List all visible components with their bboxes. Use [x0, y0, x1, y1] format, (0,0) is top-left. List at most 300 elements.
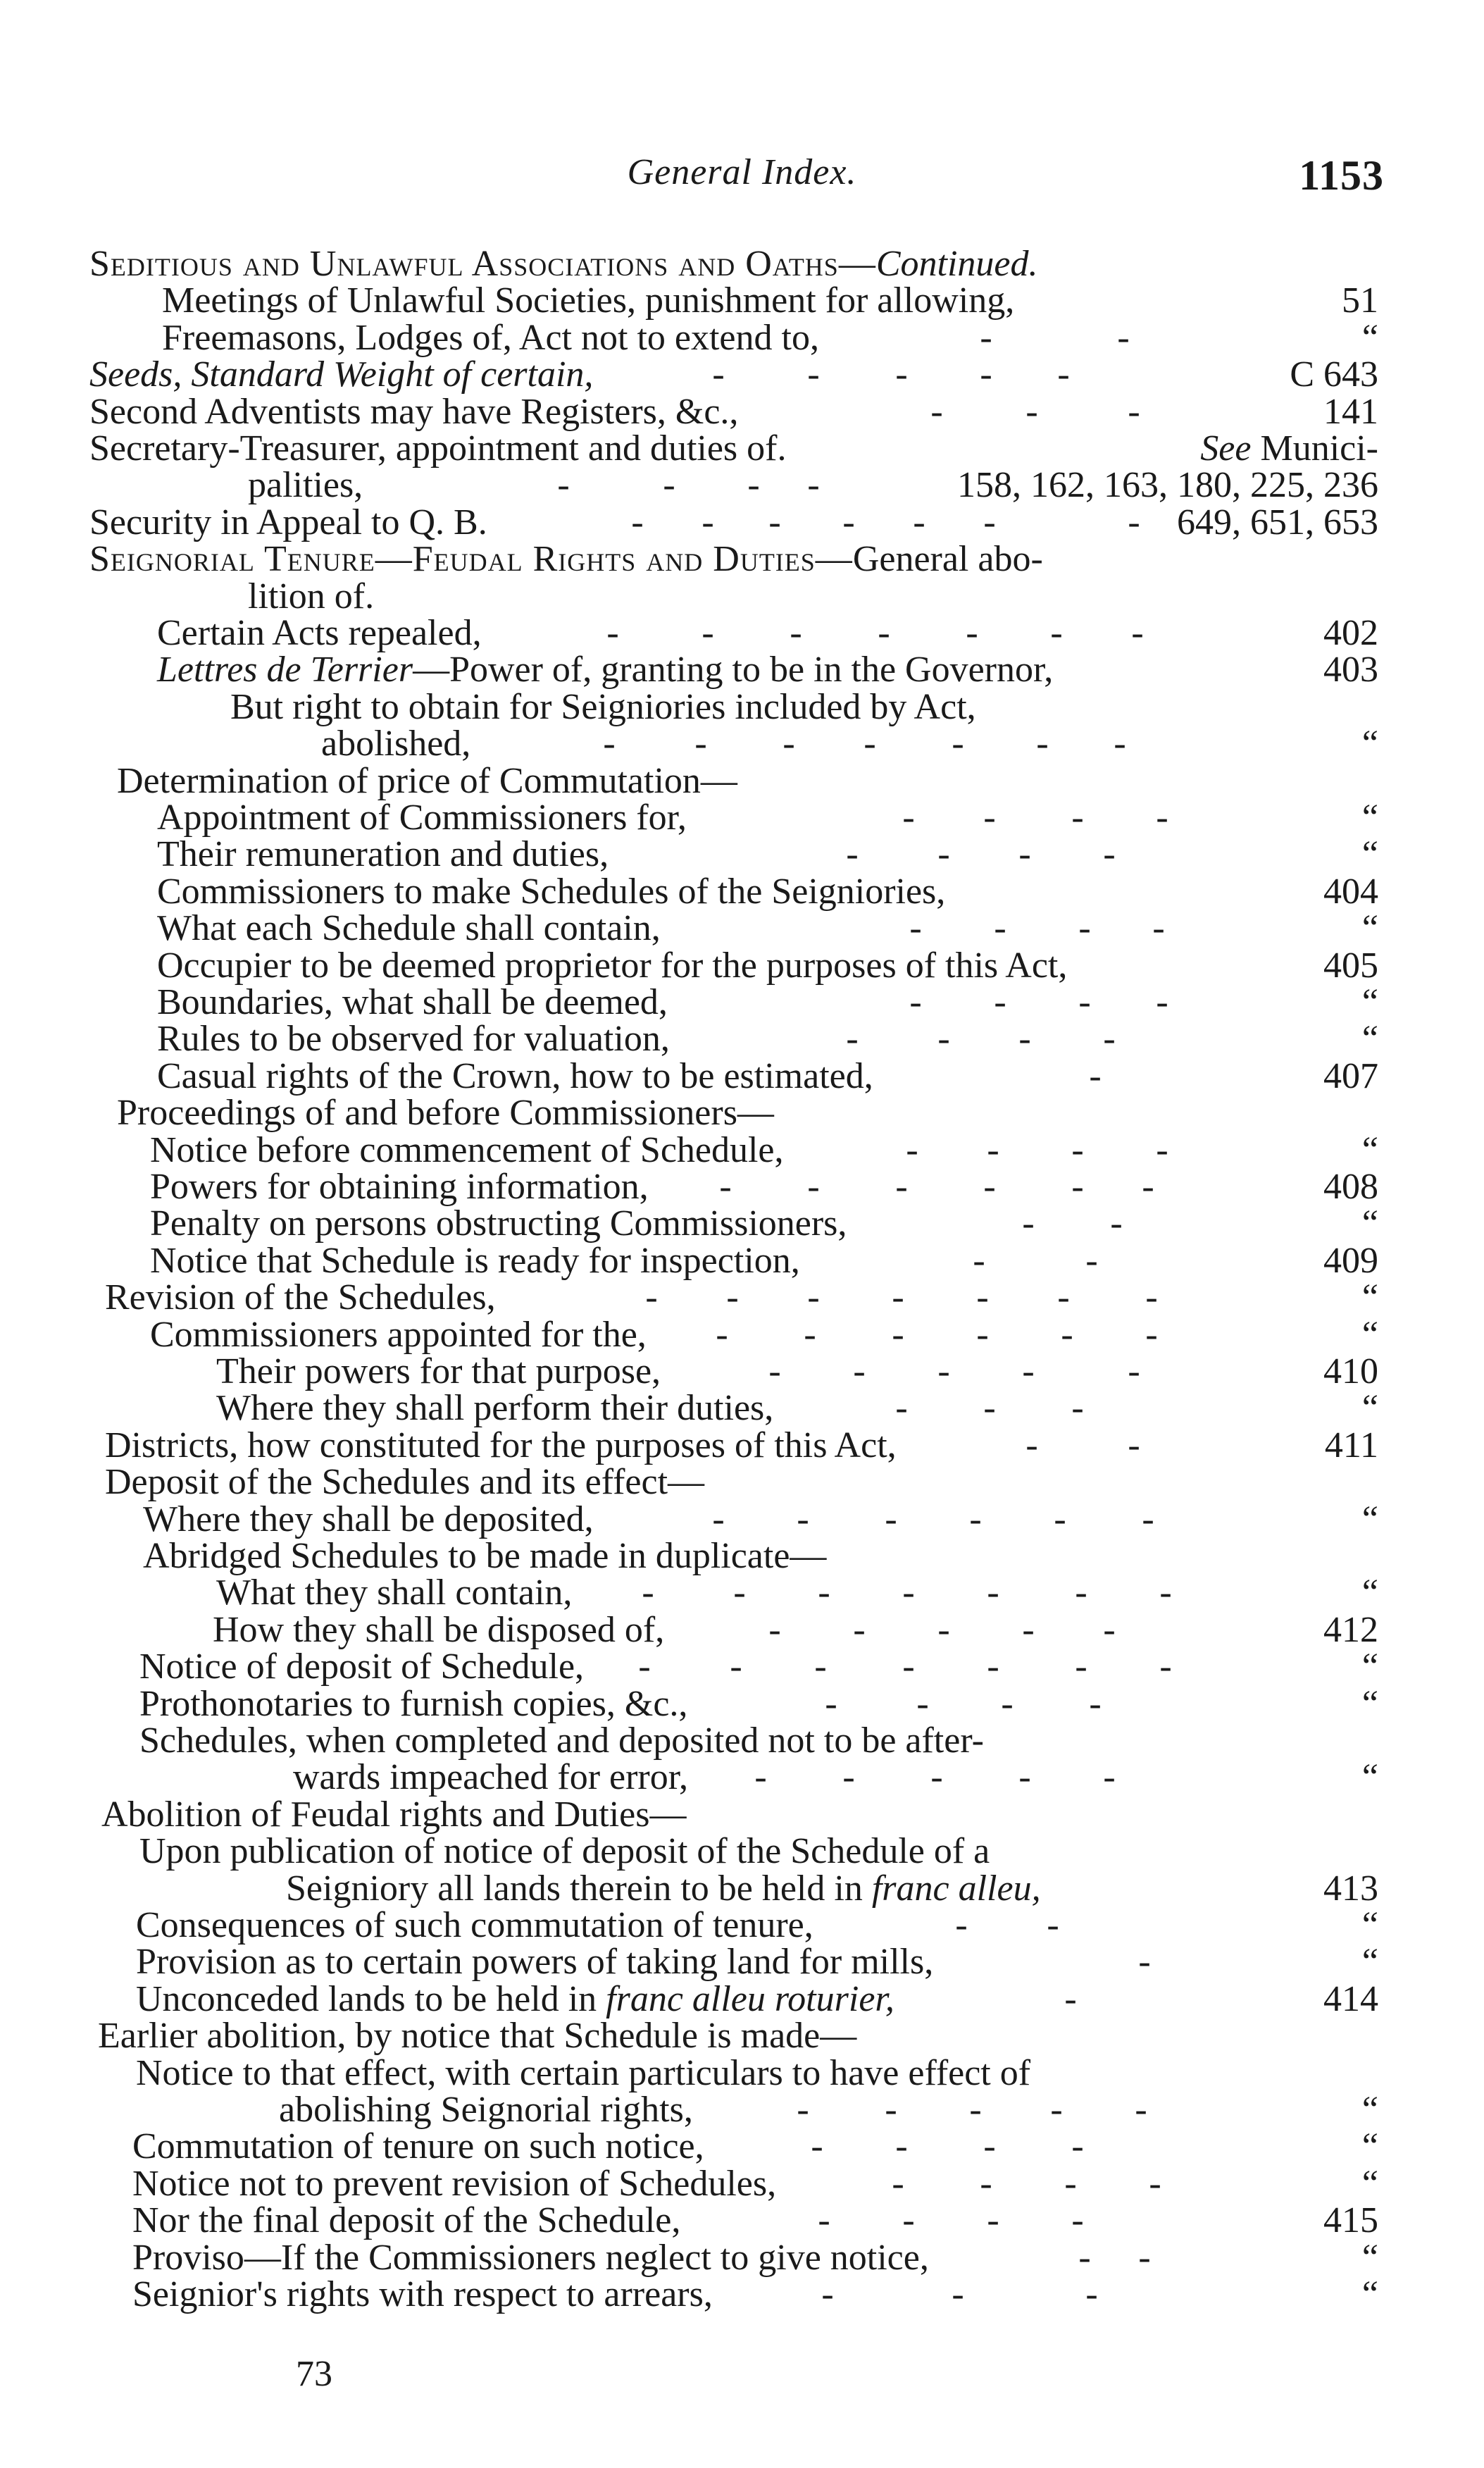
index-entry [0, 428, 1484, 470]
index-entry-text: Seignorial Tenure—Feudal Rights and Duties—General abo- [89, 539, 1043, 579]
index-entry-text: abolishing Seignorial rights, [279, 2090, 693, 2130]
leader-dash: - [983, 798, 996, 838]
leader-dash: - [1128, 502, 1140, 542]
index-entry-text: Their remuneration and duties, [157, 834, 609, 874]
page-reference: “ [1361, 982, 1378, 1022]
page-reference: “ [1361, 1647, 1378, 1687]
leader-dash: - [937, 1610, 950, 1650]
leader-dash: - [980, 318, 992, 358]
index-entry [0, 981, 1484, 1024]
leader-dash: - [1075, 1573, 1087, 1613]
index-entry-text: Their powers for that purpose, [216, 1351, 661, 1391]
index-entry [0, 317, 1484, 359]
leader-dash: - [702, 613, 714, 653]
leader-dash: - [1022, 1610, 1035, 1650]
index-entry-text: How they shall be disposed of, [213, 1610, 665, 1650]
index-entry-text: Occupier to be deemed proprietor for the purposes of this Act, [157, 945, 1068, 986]
leader-dash: - [1018, 834, 1031, 874]
index-entry-continued: General abo- [852, 539, 1043, 579]
header-title: General Index. [627, 152, 857, 192]
index-entry [0, 1646, 1484, 1688]
leader-dash: - [1085, 2274, 1098, 2314]
index-entry [0, 280, 1484, 322]
leader-dash: - [909, 908, 922, 948]
page-reference: “ [1361, 1130, 1378, 1170]
leader-dash: - [1071, 798, 1084, 838]
index-entry-text: Seditious and Unlawful Associations and Oaths—Continued. [89, 244, 1038, 284]
index-entry [0, 2052, 1484, 2095]
leader-dash: - [807, 465, 820, 505]
index-entry [0, 945, 1484, 987]
index-entry [0, 833, 1484, 876]
leader-dash: - [842, 502, 855, 542]
leader-dash: - [768, 502, 781, 542]
page-reference: “ [1361, 834, 1378, 874]
index-entry [0, 1314, 1484, 1356]
page-reference: 413 [1323, 1868, 1378, 1909]
index-entry [0, 1203, 1484, 1245]
index-entry-text: Provision as to certain powers of taking land for mills, [136, 1942, 934, 1982]
page-reference: “ [1361, 1684, 1378, 1724]
leader-dash: - [1050, 613, 1063, 653]
page-reference: “ [1361, 1499, 1378, 1539]
index-entry-text: Consequences of such commutation of tenure, [136, 1905, 813, 1945]
index-entry-text: Upon publication of notice of deposit of the Schedule of a [139, 1831, 990, 1871]
index-entry-text: Secretary-Treasurer, appointment and duties of. [89, 428, 787, 469]
index-entry-text: Freemasons, Lodges of, Act not to extend to, [162, 318, 819, 358]
page-number: 1153 [1299, 152, 1384, 199]
page-reference: “ [1361, 2126, 1378, 2166]
leader-dash: - [1054, 1499, 1066, 1539]
index-entry [0, 649, 1484, 691]
index-entry [0, 1830, 1484, 1873]
leader-dash: - [1156, 982, 1168, 1022]
leader-dash: - [797, 1499, 809, 1539]
leader-dash: - [983, 502, 996, 542]
leader-dash: - [1128, 1425, 1140, 1465]
index-entry [0, 723, 1484, 765]
index-entry-text: Districts, how constituted for the purposes of this Act, [105, 1425, 897, 1465]
leader-dash: - [1114, 724, 1126, 764]
page-reference: “ [1361, 1277, 1378, 1317]
index-entry-text: Abolition of Feudal rights and Duties— [101, 1794, 687, 1835]
leader-dash: - [895, 2126, 908, 2166]
index-entry [0, 1129, 1484, 1172]
leader-dash: - [1156, 1130, 1168, 1170]
index-entry [0, 1572, 1484, 1614]
index-entry [0, 760, 1484, 802]
leader-dash: - [733, 1573, 746, 1613]
leader-dash: - [1064, 1979, 1077, 2019]
leader-dash: - [892, 2164, 904, 2204]
leader-dash: - [1156, 798, 1168, 838]
index-entry-text: Commutation of tenure on such notice, [132, 2126, 704, 2166]
index-entry [0, 1055, 1484, 1098]
leader-dash: - [1025, 1425, 1038, 1465]
index-entry [0, 1535, 1484, 1577]
index-entry-text: Rules to be observed for valuation, [157, 1019, 670, 1059]
leader-dash: - [983, 1388, 996, 1428]
leader-dash: - [1085, 1241, 1098, 1281]
leader-dash: - [631, 502, 644, 542]
page-reference: 415 [1323, 2200, 1378, 2240]
leader-dash: - [606, 613, 619, 653]
leader-dash: - [730, 1647, 742, 1687]
index-entry-text: Security in Appeal to Q. B. [89, 502, 487, 542]
index-entry [0, 1277, 1484, 1319]
leader-dash: - [1128, 392, 1140, 432]
leader-dash: - [994, 908, 1006, 948]
index-entry-text: Proviso—If the Commissioners neglect to give notice, [132, 2238, 929, 2278]
leader-dash: - [969, 1499, 982, 1539]
index-entry-text: Notice before commencement of Schedule, [150, 1130, 784, 1170]
leader-dash: - [846, 1019, 859, 1059]
index-entry [0, 502, 1484, 544]
leader-dash: - [1071, 2126, 1084, 2166]
index-entry [0, 1978, 1484, 2021]
index-entry-text: Where they shall perform their duties, [216, 1388, 774, 1428]
page-reference: “ [1361, 1573, 1378, 1613]
leader-dash: - [885, 2090, 897, 2130]
page-reference: 405 [1323, 945, 1378, 986]
page-reference: 410 [1323, 1351, 1378, 1391]
index-entry [0, 2274, 1484, 2316]
leader-dash: - [1061, 1315, 1073, 1355]
leader-dash: - [1071, 2200, 1084, 2240]
index-entry [0, 1166, 1484, 1208]
page-reference: 404 [1323, 872, 1378, 912]
leader-dash: - [1057, 1277, 1070, 1317]
index-entry [0, 2089, 1484, 2131]
page-reference: 411 [1324, 1425, 1378, 1465]
index-entry-text: Unconceded lands to be held in franc alleu roturier, [136, 1979, 894, 2019]
leader-dash: - [973, 1241, 985, 1281]
leader-dash: - [1145, 1315, 1158, 1355]
index-entry [0, 1351, 1484, 1393]
leader-dash: - [1159, 1647, 1172, 1687]
leader-dash: - [716, 1315, 728, 1355]
index-entry [0, 871, 1484, 913]
leader-dash: - [913, 502, 925, 542]
leader-dash: - [557, 465, 570, 505]
leader-dash: - [1075, 1647, 1087, 1687]
leader-dash: - [1117, 318, 1130, 358]
leader-dash: - [863, 724, 876, 764]
page-reference: “ [1361, 1942, 1378, 1982]
index-entry-text: Schedules, when completed and deposited not to be after- [139, 1720, 984, 1761]
index-entry-text: Seigniory all lands therein to be held in franc alleu, [286, 1868, 1041, 1909]
page-reference: “ [1361, 2090, 1378, 2130]
leader-dash: - [1089, 1684, 1102, 1724]
leader-dash: - [1103, 1757, 1116, 1797]
leader-dash: - [952, 724, 964, 764]
index-entry [0, 1868, 1484, 1910]
index-entry-text: What each Schedule shall contain, [157, 908, 661, 948]
page-reference: 414 [1323, 1979, 1378, 2019]
index-entry-text: Powers for obtaining information, [150, 1167, 649, 1207]
leader-dash: - [1022, 1203, 1035, 1244]
leader-dash: - [694, 724, 707, 764]
leader-dash: - [1149, 2164, 1161, 2204]
leader-dash: - [846, 834, 859, 874]
index-entry [0, 2200, 1484, 2242]
index-entry-text: Where they shall be deposited, [143, 1499, 594, 1539]
leader-dash: - [1110, 1203, 1123, 1244]
leader-dash: - [814, 1647, 827, 1687]
leader-dash: - [811, 2126, 823, 2166]
index-entry [0, 2126, 1484, 2168]
index-entry-text: Revision of the Schedules, [105, 1277, 496, 1317]
leader-dash: - [1142, 1167, 1154, 1207]
page-reference: “ [1361, 2164, 1378, 2204]
page-reference: 402 [1323, 613, 1378, 653]
leader-dash: - [1078, 982, 1091, 1022]
leader-dash: - [1036, 724, 1049, 764]
index-entry-text: lition of. [248, 576, 375, 616]
leader-dash: - [895, 1388, 908, 1428]
index-entry-text: Penalty on persons obstructing Commissioners, [150, 1203, 847, 1244]
leader-dash: - [1103, 1610, 1116, 1650]
page-reference: “ [1361, 2274, 1378, 2314]
leader-dash: - [952, 2274, 964, 2314]
leader-dash: - [1103, 834, 1116, 874]
leader-dash: - [1089, 1056, 1102, 1096]
page-reference: 403 [1323, 650, 1378, 690]
index-entry-text: Casual rights of the Crown, how to be estimated, [157, 1056, 873, 1096]
index-entry [0, 1904, 1484, 1947]
leader-dash: - [719, 1167, 732, 1207]
leader-dash: - [969, 2090, 982, 2130]
page-reference: 158, 162, 163, 180, 225, 236 [957, 465, 1378, 505]
leader-dash: - [807, 1277, 820, 1317]
page-reference: 412 [1323, 1610, 1378, 1650]
index-entry-continued: Continued. [875, 244, 1038, 284]
leader-dash: - [885, 1499, 897, 1539]
page-reference: 407 [1323, 1056, 1378, 1096]
leader-dash: - [1138, 1942, 1151, 1982]
index-entry [0, 1240, 1484, 1282]
leader-dash: - [1131, 613, 1144, 653]
page-reference: “ [1361, 318, 1378, 358]
leader-dash: - [966, 613, 978, 653]
leader-dash: - [909, 982, 922, 1022]
page-reference: See Munici- [1200, 428, 1378, 469]
leader-dash: - [906, 1130, 918, 1170]
leader-dash: - [645, 1277, 658, 1317]
index-entry-text: But right to obtain for Seigniories included by Act, [230, 687, 976, 727]
leader-dash: - [930, 1757, 943, 1797]
leader-dash: - [983, 2126, 996, 2166]
leader-dash: - [1159, 1573, 1172, 1613]
leader-dash: - [987, 1647, 999, 1687]
leader-dash: - [1057, 354, 1070, 395]
index-entry [0, 391, 1484, 433]
index-entry-text: palities, [248, 465, 363, 505]
index-entry [0, 538, 1484, 581]
page-reference: 408 [1323, 1167, 1378, 1207]
index-entry-text: Boundaries, what shall be deemed, [157, 982, 668, 1022]
index-entry [0, 907, 1484, 950]
leader-dash: - [987, 1130, 999, 1170]
leader-dash: - [726, 1277, 739, 1317]
leader-dash: - [1078, 2238, 1091, 2278]
leader-dash: - [712, 1499, 725, 1539]
index-entry [0, 1683, 1484, 1725]
leader-dash: - [853, 1351, 866, 1391]
index-entry [0, 2163, 1484, 2205]
index-entry-text: Earlier abolition, by notice that Schedule is made— [98, 2016, 857, 2056]
page-reference: “ [1361, 1757, 1378, 1797]
page-reference: “ [1361, 1315, 1378, 1355]
index-entry-text: abolished, [321, 724, 471, 764]
leader-dash: - [1018, 1757, 1031, 1797]
leader-dash: - [807, 354, 820, 395]
leader-dash: - [754, 1757, 767, 1797]
leader-dash: - [902, 2200, 915, 2240]
leader-dash: - [1050, 2090, 1063, 2130]
index-entry-text: Seeds, Standard Weight of certain, [89, 354, 594, 395]
index-entry-text: Determination of price of Commutation— [117, 761, 737, 801]
index-entry [0, 464, 1484, 507]
index-entry [0, 1609, 1484, 1651]
index-entry [0, 1720, 1484, 1762]
leader-dash: - [980, 354, 992, 395]
leader-dash: - [892, 1277, 904, 1317]
index-entry-text: Proceedings of and before Commissioners— [117, 1093, 774, 1133]
leader-dash: - [1018, 1019, 1031, 1059]
index-entry-text: Nor the final deposit of the Schedule, [132, 2200, 681, 2240]
leader-dash: - [712, 354, 725, 395]
leader-dash: - [937, 1351, 950, 1391]
index-entry-text: Appointment of Commissioners for, [157, 798, 687, 838]
page-reference: 649, 651, 653 [1177, 502, 1378, 542]
leader-dash: - [790, 613, 802, 653]
index-entry-text: Lettres de Terrier—Power of, granting to be in the Governor, [157, 650, 1054, 690]
leader-dash: - [768, 1351, 781, 1391]
page-reference: “ [1361, 724, 1378, 764]
index-entry-text: Certain Acts repealed, [157, 613, 482, 653]
leader-dash: - [987, 2200, 999, 2240]
page-reference: “ [1361, 1905, 1378, 1945]
leader-dash: - [1071, 1167, 1084, 1207]
leader-dash: - [1135, 2090, 1147, 2130]
page-reference: “ [1361, 2238, 1378, 2278]
leader-dash: - [902, 1573, 915, 1613]
page-reference: “ [1361, 1019, 1378, 1059]
leader-dash: - [1142, 1499, 1154, 1539]
leader-dash: - [768, 1610, 781, 1650]
leader-dash: - [642, 1573, 654, 1613]
page-reference: “ [1361, 798, 1378, 838]
leader-dash: - [1103, 1019, 1116, 1059]
leader-dash: - [955, 1905, 968, 1945]
leader-dash: - [976, 1315, 989, 1355]
index-entry-text: Second Adventists may have Registers, &c., [89, 392, 739, 432]
index-entry [0, 2015, 1484, 2057]
index-entry-text: Seignior's rights with respect to arrears, [132, 2274, 713, 2314]
leader-dash: - [930, 392, 943, 432]
leader-dash: - [1025, 392, 1038, 432]
index-entry [0, 354, 1484, 396]
leader-dash: - [902, 798, 915, 838]
page-reference: “ [1361, 1203, 1378, 1244]
index-entry-text: Notice of deposit of Schedule, [139, 1647, 585, 1687]
index-entry-text: Meetings of Unlawful Societies, punishment for allowing, [162, 280, 1015, 321]
index-entry-text: wards impeached for error, [293, 1757, 688, 1797]
leader-dash: - [994, 982, 1006, 1022]
index-entry-text: Abridged Schedules to be made in duplicate— [143, 1536, 827, 1576]
leader-dash: - [976, 1277, 989, 1317]
index-entry-text: Notice not to prevent revision of Schedules, [132, 2164, 777, 2204]
leader-dash: - [747, 465, 760, 505]
leader-dash: - [1064, 2164, 1077, 2204]
index-entry-text: Deposit of the Schedules and its effect— [105, 1462, 705, 1502]
leader-dash: - [983, 1167, 996, 1207]
leader-dash: - [782, 724, 795, 764]
leader-dash: - [1071, 1130, 1084, 1170]
index-entry [0, 686, 1484, 728]
index-entry [0, 1794, 1484, 1836]
index-entry [0, 2237, 1484, 2279]
page-reference: “ [1361, 908, 1378, 948]
leader-dash: - [818, 1573, 830, 1613]
page-reference: “ [1361, 1388, 1378, 1428]
leader-dash: - [1138, 2238, 1151, 2278]
index-entry-text: What they shall contain, [216, 1573, 573, 1613]
page-reference: C 643 [1290, 354, 1378, 395]
page-reference: 141 [1323, 392, 1378, 432]
leader-dash: - [807, 1167, 820, 1207]
leader-dash: - [902, 1647, 915, 1687]
index-entry-text: Notice to that effect, with certain particulars to have effect of [136, 2053, 1031, 2093]
index-entry [0, 1018, 1484, 1060]
index-entry [0, 1461, 1484, 1503]
leader-dash: - [818, 2200, 830, 2240]
page-reference: 409 [1323, 1241, 1378, 1281]
index-entry [0, 1092, 1484, 1134]
leader-dash: - [853, 1610, 866, 1650]
index-entry-text: Prothonotaries to furnish copies, &c., [139, 1684, 688, 1724]
leader-dash: - [1071, 1388, 1084, 1428]
index-entry-text: Notice that Schedule is ready for inspection, [150, 1241, 800, 1281]
leader-dash: - [1145, 1277, 1158, 1317]
leader-dash: - [1128, 1351, 1140, 1391]
leader-dash: - [797, 2090, 809, 2130]
leader-dash: - [980, 2164, 992, 2204]
page-reference: 51 [1342, 280, 1378, 321]
leader-dash: - [842, 1757, 855, 1797]
leader-dash: - [603, 724, 616, 764]
index-entry [0, 1499, 1484, 1541]
index-entry [0, 1756, 1484, 1799]
index-entry-text: Commissioners to make Schedules of the Seigniories, [157, 872, 946, 912]
leader-dash: - [895, 1167, 908, 1207]
leader-dash: - [987, 1573, 999, 1613]
leader-dash: - [821, 2274, 834, 2314]
leader-dash: - [1078, 908, 1091, 948]
leader-dash: - [663, 465, 675, 505]
leader-dash: - [916, 1684, 929, 1724]
index-entry [0, 243, 1484, 285]
leader-dash: - [1047, 1905, 1059, 1945]
index-entry [0, 1941, 1484, 1983]
leader-dash: - [825, 1684, 837, 1724]
leader-dash: - [638, 1647, 651, 1687]
leader-dash: - [878, 613, 890, 653]
leader-dash: - [937, 834, 950, 874]
leader-dash: - [895, 354, 908, 395]
leader-dash: - [1022, 1351, 1035, 1391]
